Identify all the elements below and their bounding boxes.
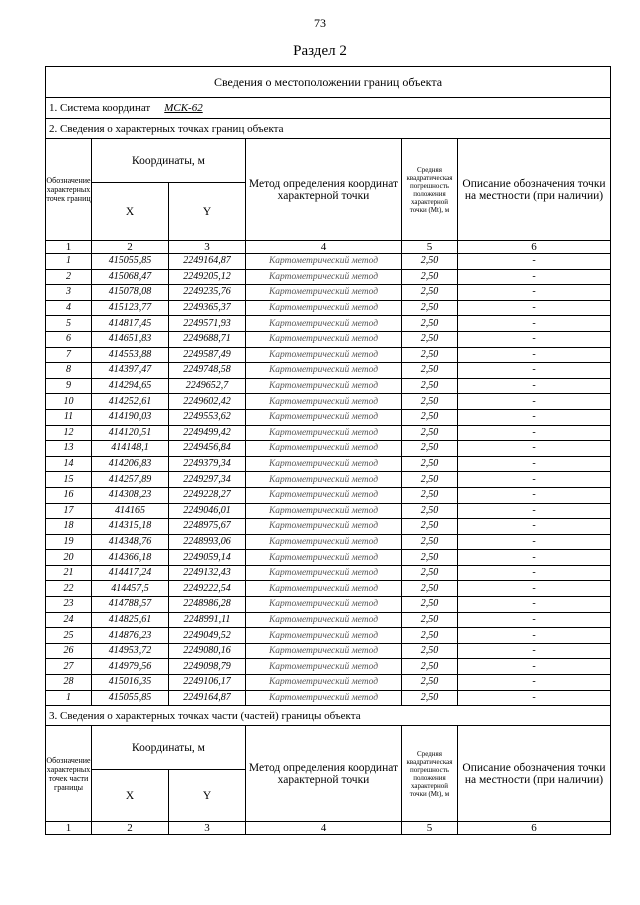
method: Картометрический метод	[246, 456, 402, 472]
description: -	[458, 597, 611, 613]
description: -	[458, 565, 611, 581]
description: -	[458, 550, 611, 566]
description: -	[458, 534, 611, 550]
coord-y: 2249748,58	[169, 363, 246, 379]
description: -	[458, 409, 611, 425]
rmse-value: 2,50	[402, 565, 458, 581]
coord-y: 2249587,49	[169, 347, 246, 363]
table-row	[46, 581, 611, 597]
description: -	[458, 659, 611, 675]
coordinate-system-label: 1. Система координат	[49, 102, 151, 114]
table-row	[46, 441, 611, 457]
method: Картометрический метод	[246, 425, 402, 441]
description: -	[458, 300, 611, 316]
coord-x: 414315,18	[92, 519, 169, 535]
point-number: 13	[46, 441, 92, 457]
column-number: 4	[246, 241, 402, 254]
table-row	[46, 534, 611, 550]
method: Картометрический метод	[246, 550, 402, 566]
column-number: 6	[458, 822, 611, 835]
description: -	[458, 643, 611, 659]
point-number: 8	[46, 363, 92, 379]
method: Картометрический метод	[246, 316, 402, 332]
table-row	[46, 254, 611, 270]
parts-header-designation: Обозначение характерных точек части границы	[46, 726, 92, 822]
header-rmse: Средняя квадратическая погрешность положения характерной точки (Mt), м	[402, 139, 458, 241]
description: -	[458, 254, 611, 270]
coord-x: 414553,88	[92, 347, 169, 363]
header-designation: Обозначение характерных точек границ	[46, 139, 92, 241]
coord-x: 414876,23	[92, 628, 169, 644]
rmse-value: 2,50	[402, 612, 458, 628]
method: Картометрический метод	[246, 378, 402, 394]
point-number: 7	[46, 347, 92, 363]
description: -	[458, 331, 611, 347]
point-number: 20	[46, 550, 92, 566]
column-number: 5	[402, 822, 458, 835]
parts-header-x: X	[92, 770, 169, 822]
point-number: 2	[46, 269, 92, 285]
coord-y: 2249297,34	[169, 472, 246, 488]
coord-x: 414348,76	[92, 534, 169, 550]
point-number: 12	[46, 425, 92, 441]
coord-y: 2249499,42	[169, 425, 246, 441]
parts-header-coordinates: Координаты, м	[92, 726, 246, 770]
coord-x: 415078,08	[92, 285, 169, 301]
coord-x: 414120,51	[92, 425, 169, 441]
rmse-value: 2,50	[402, 487, 458, 503]
table-row	[46, 300, 611, 316]
rmse-value: 2,50	[402, 643, 458, 659]
header-y: Y	[169, 183, 246, 241]
coord-y: 2249602,42	[169, 394, 246, 410]
table-row	[46, 394, 611, 410]
method: Картометрический метод	[246, 581, 402, 597]
point-number: 23	[46, 597, 92, 613]
point-number: 16	[46, 487, 92, 503]
coord-x: 415068,47	[92, 269, 169, 285]
table-row	[46, 690, 611, 706]
column-numbers-row	[46, 241, 611, 254]
coord-y: 2248986,28	[169, 597, 246, 613]
method: Картометрический метод	[246, 597, 402, 613]
point-number: 15	[46, 472, 92, 488]
coord-x: 414417,24	[92, 565, 169, 581]
coord-y: 2249553,62	[169, 409, 246, 425]
table-row	[46, 409, 611, 425]
section-title: Раздел 2	[293, 43, 347, 59]
table-row	[46, 347, 611, 363]
description: -	[458, 675, 611, 691]
coord-y: 2249059,14	[169, 550, 246, 566]
coord-x: 414397,47	[92, 363, 169, 379]
point-number: 11	[46, 409, 92, 425]
coord-x: 414257,89	[92, 472, 169, 488]
method: Картометрический метод	[246, 394, 402, 410]
method: Картометрический метод	[246, 269, 402, 285]
description: -	[458, 628, 611, 644]
table-row	[46, 285, 611, 301]
point-number: 24	[46, 612, 92, 628]
rmse-value: 2,50	[402, 331, 458, 347]
rmse-value: 2,50	[402, 534, 458, 550]
coord-y: 2249379,34	[169, 456, 246, 472]
table-row	[46, 612, 611, 628]
description: -	[458, 425, 611, 441]
rmse-value: 2,50	[402, 690, 458, 706]
rmse-value: 2,50	[402, 300, 458, 316]
method: Картометрический метод	[246, 441, 402, 457]
coord-x: 414651,83	[92, 331, 169, 347]
coord-x: 415123,77	[92, 300, 169, 316]
method: Картометрический метод	[246, 659, 402, 675]
method: Картометрический метод	[246, 363, 402, 379]
parts-header-y: Y	[169, 770, 246, 822]
rmse-value: 2,50	[402, 581, 458, 597]
column-number: 1	[46, 241, 92, 254]
coord-x: 414148,1	[92, 441, 169, 457]
method: Картометрический метод	[246, 519, 402, 535]
coord-y: 2249164,87	[169, 690, 246, 706]
method: Картометрический метод	[246, 503, 402, 519]
rmse-value: 2,50	[402, 519, 458, 535]
description: -	[458, 363, 611, 379]
coord-y: 2249164,87	[169, 254, 246, 270]
points-section-title: 2. Сведения о характерных точках границ объекта	[46, 119, 611, 139]
description: -	[458, 612, 611, 628]
description: -	[458, 456, 611, 472]
point-number: 22	[46, 581, 92, 597]
description: -	[458, 441, 611, 457]
method: Картометрический метод	[246, 690, 402, 706]
point-number: 19	[46, 534, 92, 550]
coord-y: 2249235,76	[169, 285, 246, 301]
description: -	[458, 519, 611, 535]
coord-y: 2248975,67	[169, 519, 246, 535]
header-x: X	[92, 183, 169, 241]
table-row	[46, 503, 611, 519]
description: -	[458, 487, 611, 503]
method: Картометрический метод	[246, 347, 402, 363]
rmse-value: 2,50	[402, 285, 458, 301]
coord-x: 415016,35	[92, 675, 169, 691]
parts-header-rmse: Средняя квадратическая погрешность положения характерной точки (Mt), м	[402, 726, 458, 822]
coord-y: 2249571,93	[169, 316, 246, 332]
description: -	[458, 347, 611, 363]
method: Картометрический метод	[246, 612, 402, 628]
rmse-value: 2,50	[402, 254, 458, 270]
method: Картометрический метод	[246, 300, 402, 316]
column-number: 1	[46, 822, 92, 835]
table-row	[46, 643, 611, 659]
coord-y: 2249132,43	[169, 565, 246, 581]
coord-y: 2249098,79	[169, 659, 246, 675]
rmse-value: 2,50	[402, 409, 458, 425]
description: -	[458, 285, 611, 301]
method: Картометрический метод	[246, 254, 402, 270]
coord-x: 414953,72	[92, 643, 169, 659]
table-row	[46, 487, 611, 503]
coord-x: 414308,23	[92, 487, 169, 503]
header-description: Описание обозначения точки на местности (при наличии)	[458, 139, 611, 241]
table-row	[46, 363, 611, 379]
description: -	[458, 316, 611, 332]
rmse-value: 2,50	[402, 628, 458, 644]
coord-y: 2249080,16	[169, 643, 246, 659]
coord-x: 414457,5	[92, 581, 169, 597]
point-number: 18	[46, 519, 92, 535]
rmse-value: 2,50	[402, 378, 458, 394]
parts-section-title: 3. Сведения о характерных точках части (частей) границы объекта	[46, 706, 611, 726]
rmse-value: 2,50	[402, 441, 458, 457]
point-number: 27	[46, 659, 92, 675]
description: -	[458, 503, 611, 519]
coord-y: 2248991,11	[169, 612, 246, 628]
description: -	[458, 581, 611, 597]
method: Картометрический метод	[246, 285, 402, 301]
coord-y: 2249106,17	[169, 675, 246, 691]
column-number: 2	[92, 822, 169, 835]
table-row	[46, 565, 611, 581]
table-row	[46, 316, 611, 332]
rmse-value: 2,50	[402, 269, 458, 285]
point-number: 3	[46, 285, 92, 301]
description: -	[458, 472, 611, 488]
point-number: 1	[46, 690, 92, 706]
point-number: 5	[46, 316, 92, 332]
page-number: 73	[314, 16, 326, 30]
rmse-value: 2,50	[402, 550, 458, 566]
column-number: 3	[169, 241, 246, 254]
column-number: 6	[458, 241, 611, 254]
header-coordinates: Координаты, м	[92, 139, 246, 183]
method: Картометрический метод	[246, 643, 402, 659]
coordinate-system-row	[46, 98, 611, 119]
method: Картометрический метод	[246, 409, 402, 425]
rmse-value: 2,50	[402, 472, 458, 488]
coord-y: 2249049,52	[169, 628, 246, 644]
point-number: 26	[46, 643, 92, 659]
coord-x: 414979,56	[92, 659, 169, 675]
rmse-value: 2,50	[402, 394, 458, 410]
table-row	[46, 378, 611, 394]
point-number: 28	[46, 675, 92, 691]
table-row	[46, 269, 611, 285]
column-number: 5	[402, 241, 458, 254]
coord-y: 2249688,71	[169, 331, 246, 347]
coord-x: 414817,45	[92, 316, 169, 332]
parts-column-numbers-row	[46, 822, 611, 835]
rmse-value: 2,50	[402, 659, 458, 675]
coord-x: 414788,57	[92, 597, 169, 613]
rmse-value: 2,50	[402, 347, 458, 363]
parts-header-description: Описание обозначения точки на местности (при наличии)	[458, 726, 611, 822]
description: -	[458, 394, 611, 410]
coord-y: 2249046,01	[169, 503, 246, 519]
coord-y: 2249652,7	[169, 378, 246, 394]
column-number: 3	[169, 822, 246, 835]
rmse-value: 2,50	[402, 425, 458, 441]
coord-y: 2249228,27	[169, 487, 246, 503]
method: Картометрический метод	[246, 565, 402, 581]
description: -	[458, 690, 611, 706]
boundary-table	[45, 66, 611, 835]
table-row	[46, 550, 611, 566]
column-number: 2	[92, 241, 169, 254]
parts-header-method: Метод определения координат характерной точки	[246, 726, 402, 822]
coordinate-system-value: МСК-62	[164, 102, 203, 114]
point-number: 10	[46, 394, 92, 410]
method: Картометрический метод	[246, 487, 402, 503]
table-row	[46, 472, 611, 488]
table-row	[46, 675, 611, 691]
point-number: 25	[46, 628, 92, 644]
coord-y: 2248993,06	[169, 534, 246, 550]
coord-y: 2249365,37	[169, 300, 246, 316]
description: -	[458, 269, 611, 285]
coord-y: 2249456,84	[169, 441, 246, 457]
table-title: Сведения о местоположении границ объекта	[46, 67, 611, 98]
method: Картометрический метод	[246, 628, 402, 644]
table-row	[46, 456, 611, 472]
coord-x: 414252,61	[92, 394, 169, 410]
table-row	[46, 659, 611, 675]
rmse-value: 2,50	[402, 456, 458, 472]
coord-x: 414366,18	[92, 550, 169, 566]
coord-x: 414165	[92, 503, 169, 519]
header-method: Метод определения координат характерной точки	[246, 139, 402, 241]
coord-x: 414294,65	[92, 378, 169, 394]
point-number: 9	[46, 378, 92, 394]
table-row	[46, 425, 611, 441]
table-row	[46, 628, 611, 644]
point-number: 1	[46, 254, 92, 270]
rmse-value: 2,50	[402, 363, 458, 379]
coord-x: 414825,61	[92, 612, 169, 628]
rmse-value: 2,50	[402, 316, 458, 332]
coord-y: 2249222,54	[169, 581, 246, 597]
coord-x: 415055,85	[92, 690, 169, 706]
coord-y: 2249205,12	[169, 269, 246, 285]
point-number: 21	[46, 565, 92, 581]
point-number: 4	[46, 300, 92, 316]
point-number: 14	[46, 456, 92, 472]
method: Картометрический метод	[246, 472, 402, 488]
point-number: 6	[46, 331, 92, 347]
point-number: 17	[46, 503, 92, 519]
table-row	[46, 331, 611, 347]
rmse-value: 2,50	[402, 597, 458, 613]
coord-x: 415055,85	[92, 254, 169, 270]
description: -	[458, 378, 611, 394]
coord-x: 414206,83	[92, 456, 169, 472]
method: Картометрический метод	[246, 675, 402, 691]
method: Картометрический метод	[246, 331, 402, 347]
table-row	[46, 519, 611, 535]
method: Картометрический метод	[246, 534, 402, 550]
column-number: 4	[246, 822, 402, 835]
coord-x: 414190,03	[92, 409, 169, 425]
rmse-value: 2,50	[402, 503, 458, 519]
rmse-value: 2,50	[402, 675, 458, 691]
table-row	[46, 597, 611, 613]
